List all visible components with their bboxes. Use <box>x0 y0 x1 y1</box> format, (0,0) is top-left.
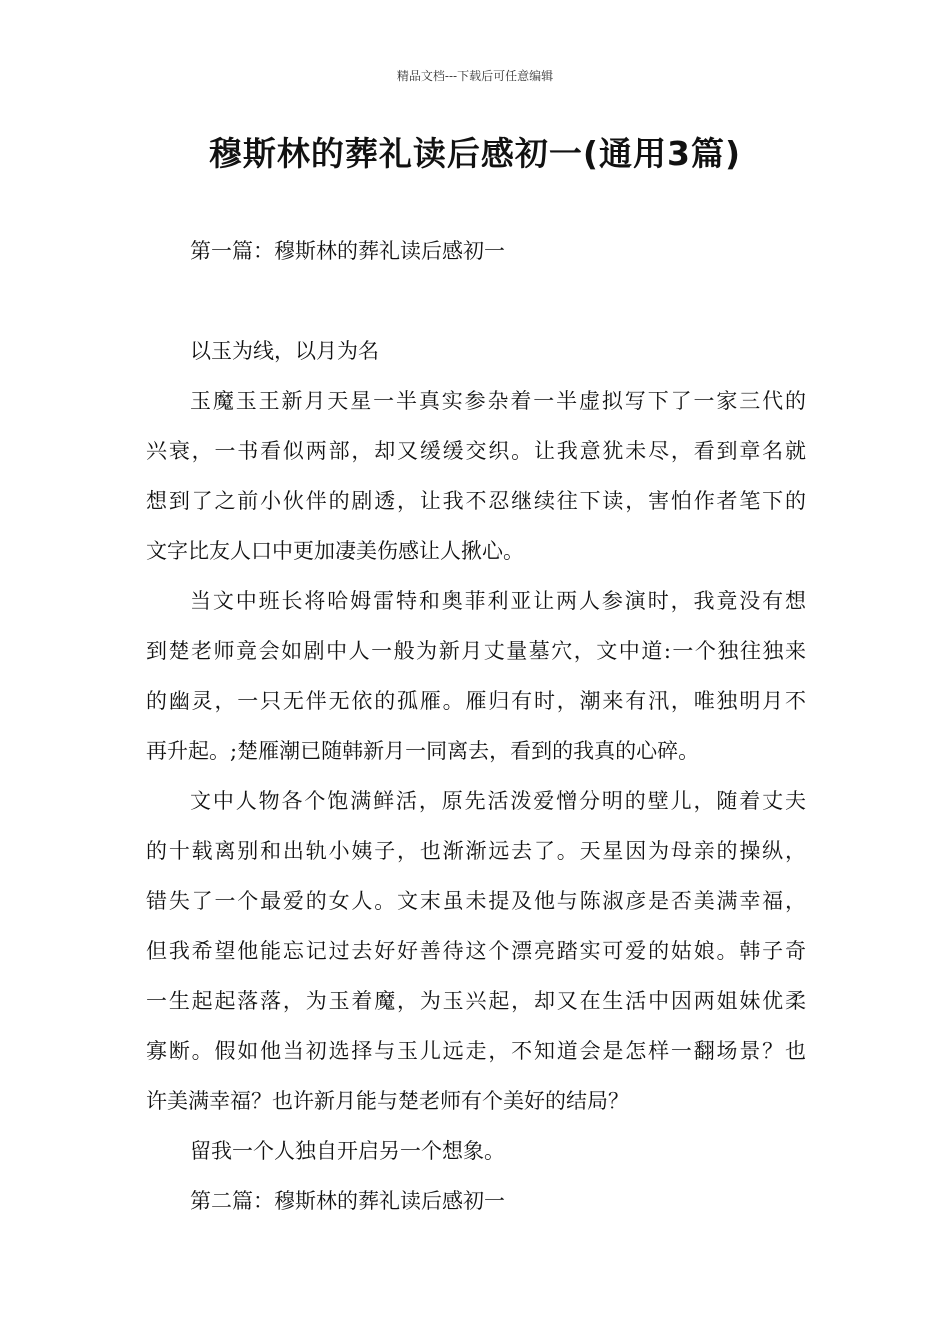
paragraph-line: 留我一个人独自开启另一个想象。 <box>190 1139 505 1163</box>
paragraph-line: 但我希望他能忘记过去好好善待这个漂亮踏实可爱的姑娘。韩子奇 <box>146 939 806 963</box>
paragraph-line: 的幽灵，一只无伴无依的孤雁。雁归有时，潮来有汛，唯独明月不 <box>146 689 806 713</box>
section-heading-1: 第一篇：穆斯林的葬礼读后感初一 <box>190 239 505 263</box>
paragraph-line: 当文中班长将哈姆雷特和奥菲利亚让两人参演时，我竟没有想 <box>190 589 806 613</box>
page-header: 精品文档---下载后可任意编辑 <box>396 69 554 83</box>
paragraph-line: 许美满幸福？也许新月能与楚老师有个美好的结局？ <box>146 1089 629 1113</box>
paragraph-line: 到楚老师竟会如剧中人一般为新月丈量墓穴，文中道:一个独往独来 <box>146 639 806 663</box>
paragraph-subtitle: 以玉为线，以月为名 <box>190 339 379 363</box>
section-heading-2: 第二篇：穆斯林的葬礼读后感初一 <box>190 1189 505 1213</box>
paragraph-line: 的十载离别和出轨小姨子，也渐渐远去了。天星因为母亲的操纵， <box>146 839 806 863</box>
paragraph-line: 文字比友人口中更加凄美伤感让人揪心。 <box>146 539 524 563</box>
paragraph-line: 一生起起落落，为玉着魔，为玉兴起，却又在生活中因两姐妹优柔 <box>146 989 806 1013</box>
paragraph-line: 文中人物各个饱满鲜活，原先活泼爱憎分明的壁儿，随着丈夫 <box>190 789 806 813</box>
paragraph-line: 错失了一个最爱的女人。文末虽未提及他与陈淑彦是否美满幸福， <box>146 889 806 913</box>
paragraph-line: 想到了之前小伙伴的剧透，让我不忍继续往下读，害怕作者笔下的 <box>146 489 806 513</box>
paragraph-line: 兴衰，一书看似两部，却又缓缓交织。让我意犹未尽，看到章名就 <box>146 439 806 463</box>
paragraph-line: 再升起。;楚雁潮已随韩新月一同离去，看到的我真的心碎。 <box>146 739 700 763</box>
paragraph-line: 玉魔玉王新月天星一半真实参杂着一半虚拟写下了一家三代的 <box>190 389 806 413</box>
document-title: 穆斯林的葬礼读后感初一(通用3篇) <box>208 134 742 173</box>
paragraph-line: 寡断。假如他当初选择与玉儿远走，不知道会是怎样一翻场景？也 <box>146 1039 806 1063</box>
